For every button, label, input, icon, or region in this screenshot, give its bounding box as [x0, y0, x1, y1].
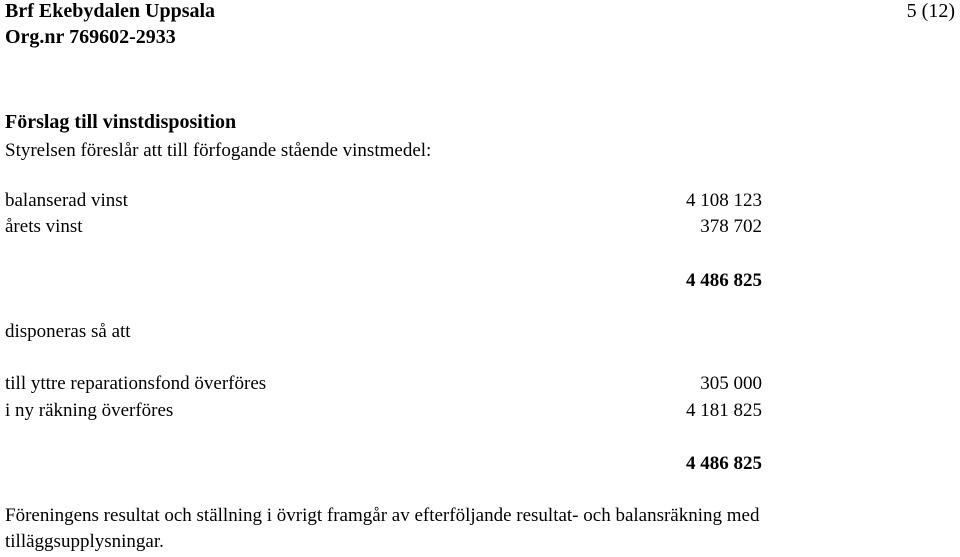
row-value-retained-earnings: 4 108 123 — [686, 190, 762, 211]
row-label-repair-fund: till yttre reparationsfond överföres — [5, 373, 267, 394]
page-number: 5 (12) — [906, 0, 955, 22]
disposition-heading: disponeras så att — [5, 321, 131, 342]
section-intro: Styrelsen föreslår att till förfogande stående vinstmedel: — [5, 140, 432, 161]
row-label-carried-forward: i ny räkning överföres — [5, 400, 174, 421]
available-total: 4 486 825 — [686, 270, 762, 291]
association-name: Brf Ekebydalen Uppsala — [5, 0, 216, 22]
footer-text-line-1: Föreningens resultat och ställning i övrigt framgår av efterföljande resultat- och balansräkning med — [5, 505, 760, 526]
row-label-year-profit: årets vinst — [5, 216, 83, 237]
row-value-repair-fund: 305 000 — [700, 373, 762, 394]
row-value-carried-forward: 4 181 825 — [686, 400, 762, 421]
disposition-total: 4 486 825 — [686, 453, 762, 474]
row-value-year-profit: 378 702 — [700, 216, 762, 237]
org-number: Org.nr 769602-2933 — [5, 26, 176, 48]
footer-text-line-2: tilläggsupplysningar. — [5, 531, 164, 552]
row-label-retained-earnings: balanserad vinst — [5, 190, 128, 211]
section-title: Förslag till vinstdisposition — [5, 111, 237, 133]
